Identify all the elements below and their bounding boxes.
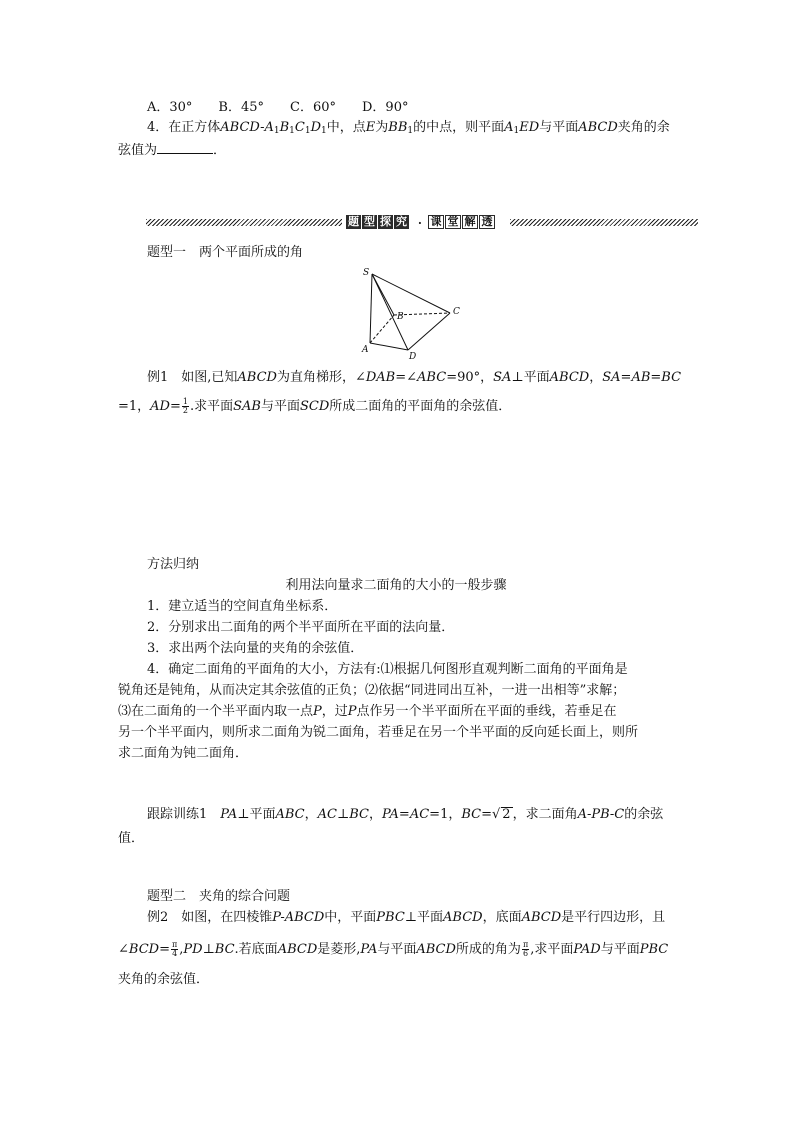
track1-var: BC (461, 807, 482, 822)
q4-var: ABCD (578, 120, 618, 135)
fraction-numerator: 1 (182, 397, 188, 406)
ex2-text: ∠ (118, 942, 129, 957)
ex2-text: ⊥ (202, 942, 215, 957)
q4-var: B (279, 120, 290, 135)
track1-text: ⊥平面 (237, 807, 276, 822)
ex1-var: ABCD (237, 370, 277, 385)
method-step-4-line3 (118, 703, 617, 720)
banner-tag-1 (346, 215, 409, 229)
ex2-text: 是平行四边形，且 (561, 910, 666, 925)
track1-text: ⊥ (336, 807, 350, 822)
ex2-var: PAD (573, 942, 601, 957)
edge-sb (372, 274, 394, 315)
q4-var: D (310, 120, 322, 135)
fraction-one-half (182, 398, 189, 415)
ex1-text: ⊥平面 (511, 370, 550, 385)
method-step-3: 3．求出两个法向量的夹角的余弦值． (147, 641, 364, 656)
method-step-1: 1．建立适当的空间直角坐标系． (147, 599, 338, 614)
method-subtitle: 利用法向量求二面角的大小的一般步骤 (285, 578, 507, 593)
track1-text: ，求二面角 (512, 807, 578, 822)
q3-options: A．30° B．45° C．60° D．90° (147, 100, 409, 115)
fraction-numerator: π (171, 940, 178, 949)
ex2-var: PBC (376, 910, 405, 925)
banner-char: 课 (428, 215, 444, 229)
method-step-2: 2．分别求出二面角的两个半平面所在平面的法向量． (147, 620, 455, 635)
track1-line1 (147, 806, 663, 823)
track1-text: = (481, 807, 492, 822)
track1-var: AC (317, 807, 337, 822)
ex2-var: ABCD (443, 910, 483, 925)
fraction-numerator: π (522, 940, 529, 949)
method-step-4-line1: 4．确定二面角的平面角的大小，方法有:⑴根据几何图形直观判断二面角的平面角是 (147, 662, 628, 677)
ex1-line2 (118, 398, 511, 415)
fraction-pi-over-6 (522, 941, 529, 958)
q4-sub: 1 (289, 126, 295, 136)
ex1-line1 (147, 369, 681, 386)
section-banner (118, 215, 674, 231)
q4-text: 4．在正方体 (147, 120, 221, 135)
sqrt-sign: √ (492, 807, 501, 822)
q4-sub: 1 (321, 126, 327, 136)
q4-text: 为 (375, 120, 389, 135)
method-step-4-line4: 另一个半平面内，则所求二面角为锐二面角，若垂足在另一个半平面的反向延长面上，则所 (118, 725, 639, 740)
q4-sub: 1 (273, 126, 280, 136)
ex1-text: 与平面 (260, 399, 300, 414)
q4-line2 (118, 141, 226, 159)
ex2-text: 是菱形, (317, 942, 361, 957)
q4-sub: 1 (407, 126, 414, 136)
method-var: P (347, 704, 357, 719)
banner-char: 解 (462, 215, 478, 229)
q4-var: E (365, 120, 376, 135)
banner-char: 究 (396, 215, 407, 228)
banner-char: 透 (479, 215, 495, 229)
ex2-text: 与平面 (600, 942, 640, 957)
ex2-var: PBC (639, 942, 669, 957)
ex1-text: 例1 如图,已知 (147, 370, 238, 385)
track1-text: =1， (429, 807, 462, 822)
track1-text: ， (304, 807, 318, 822)
ex1-text: = (620, 370, 632, 385)
q4-text: 弦值为 (118, 143, 158, 158)
ex2-var: BC (214, 942, 235, 957)
banner-hatch-left (146, 219, 342, 226)
fraction-pi-over-4 (171, 941, 178, 958)
ex2-var: ABCD (521, 910, 562, 925)
method-step-4-line2: 锐角还是钝角，从而决定其余弦值的正负；⑵依据“同进同出互补，一进一出相等”求解； (118, 683, 626, 698)
answer-blank[interactable] (157, 141, 213, 154)
ex2-var: ABCD (416, 942, 456, 957)
banner-char: 题 (348, 215, 359, 228)
ex1-var: ABC (417, 370, 447, 385)
track1-var: PA (381, 807, 399, 822)
sqrt-radicand: 2 (502, 807, 511, 822)
method-title: 方法归纳 (147, 557, 200, 572)
ex1-text: = (650, 370, 662, 385)
q4-text: 中，点 (326, 120, 366, 135)
method-step-4-line5: 求二面角为钝二面角． (118, 746, 249, 761)
q4-var: A (504, 120, 514, 135)
track1-var: AC (409, 807, 430, 822)
track1-var: ABC (275, 807, 305, 822)
q4-sub: 1 (304, 126, 311, 136)
track1-var: PA (220, 807, 238, 822)
edge-sa (370, 274, 372, 343)
edge-ad (370, 343, 408, 350)
ex1-text: = (169, 399, 181, 414)
method-text: 点作另一个半平面所在平面的垂线，若垂足在 (356, 704, 617, 719)
ex1-text: 所成二面角的平面角的余弦值． (329, 399, 512, 414)
ex1-text: ， (589, 370, 603, 385)
fraction-denominator: 2 (182, 406, 188, 415)
q4-var: BB (388, 120, 408, 135)
fraction-denominator: 6 (523, 949, 529, 958)
banner-tag-2 (428, 215, 495, 229)
track1-text: ， (368, 807, 382, 822)
ex1-text: =90°， (446, 370, 494, 385)
track1-text: 的余弦 (624, 807, 664, 822)
banner-hatch-right (510, 219, 698, 226)
ex2-text: ⊥平面 (404, 910, 444, 925)
ex1-var: SCD (300, 399, 330, 414)
banner-char: 探 (380, 215, 391, 228)
ex2-var: P-ABCD (272, 910, 325, 925)
banner-char: 型 (364, 215, 375, 228)
ex1-text: 为直角梯形，∠ (276, 370, 366, 385)
label-b: B (397, 312, 404, 322)
ex2-var: BCD (128, 942, 160, 957)
ex2-line1 (147, 909, 665, 926)
label-a: A (362, 345, 369, 355)
track1-text: 跟踪训练1 (147, 807, 221, 822)
type1-title: 题型一 两个平面所成的角 (147, 245, 304, 260)
edge-sc (372, 274, 450, 313)
ex2-text: ，底面 (482, 910, 522, 925)
ex1-var: DAB (365, 370, 396, 385)
method-text: ，过 (321, 704, 348, 719)
q4-text: 的中点，则平面 (413, 120, 505, 135)
ex2-text: .若底面 (234, 942, 278, 957)
ex2-var: ABCD (277, 942, 318, 957)
ex2-var: PD (183, 942, 203, 957)
ex1-var: ABCD (549, 370, 590, 385)
ex2-text: ,求平面 (530, 942, 574, 957)
banner-dot: · (418, 217, 422, 230)
ex2-text: 与平面 (377, 942, 417, 957)
q4-var: ABCD-A (220, 120, 274, 135)
ex2-var: PA (360, 942, 378, 957)
pyramid-figure (356, 262, 466, 362)
ex2-line2 (118, 941, 668, 958)
type2-title: 题型二 夹角的综合问题 (147, 889, 291, 904)
track1-text: = (398, 807, 410, 822)
q4-var: ED (519, 120, 540, 135)
ex1-text: =1， (118, 399, 151, 414)
edge-dc (408, 313, 450, 350)
q4-line1 (147, 119, 670, 140)
track1-var: BC (349, 807, 369, 822)
ex2-text: , (179, 942, 184, 957)
method-var: P (313, 704, 322, 719)
ex1-var: AD (150, 399, 170, 414)
ex1-text: =∠ (395, 370, 418, 385)
method-text: ⑶在二面角的一个半平面内取一点 (118, 704, 314, 719)
ex1-var: SA (493, 370, 512, 385)
q4-var: C (294, 120, 305, 135)
label-c: C (453, 307, 460, 317)
ex1-var: BC (661, 370, 682, 385)
q4-text: 与平面 (539, 120, 579, 135)
ex2-text: 所成的角为 (455, 942, 521, 957)
edge-ab (370, 315, 394, 343)
ex1-var: AB (631, 370, 651, 385)
ex2-line3: 夹角的余弦值． (118, 972, 210, 987)
banner-char: 堂 (445, 215, 461, 229)
ex2-text: 中，平面 (324, 910, 377, 925)
track1-line2: 值． (118, 831, 145, 846)
q4-text: 夹角的余 (617, 120, 670, 135)
ex1-text: .求平面 (189, 399, 234, 414)
ex1-var: SA (602, 370, 621, 385)
label-s: S (363, 268, 370, 278)
label-d: D (409, 352, 417, 362)
track1-var: A-PB-C (577, 807, 625, 822)
q4-text: ． (213, 143, 227, 158)
ex2-text: 例2 如图，在四棱锥 (147, 910, 273, 925)
fraction-denominator: 4 (172, 949, 178, 958)
ex1-var: SAB (233, 399, 261, 414)
ex2-text: = (159, 942, 170, 957)
q4-sub: 1 (513, 126, 520, 136)
